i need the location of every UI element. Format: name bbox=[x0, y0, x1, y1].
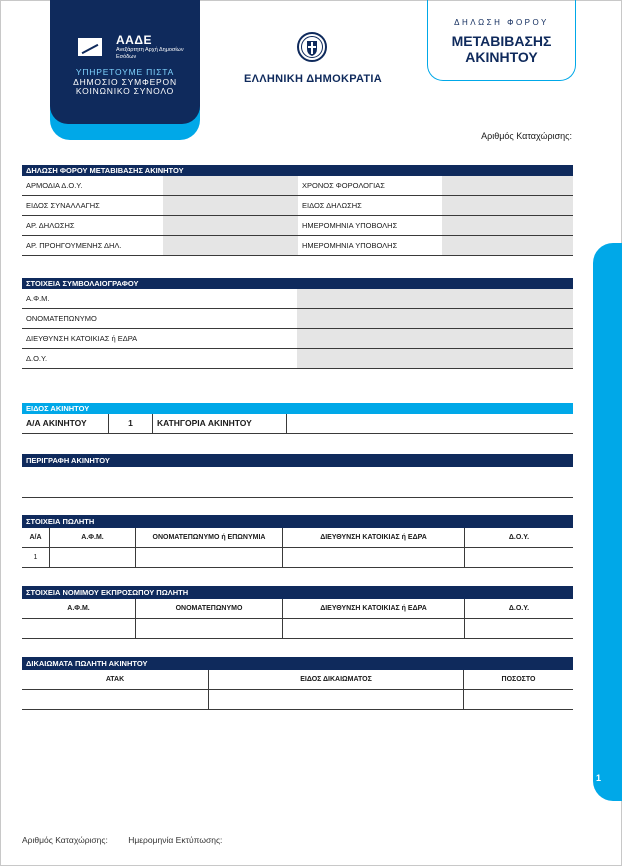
aa-value: 1 bbox=[109, 414, 153, 433]
title-big bbox=[428, 33, 575, 65]
table-header bbox=[22, 528, 573, 548]
column-header: ΠΟΣΟΣΤΟ bbox=[501, 676, 536, 683]
field-value[interactable] bbox=[163, 196, 298, 215]
logo-full-name: Ανεξάρτητη Αρχή Δημοσίων Εσόδων bbox=[116, 47, 184, 60]
form-row bbox=[22, 236, 573, 256]
category-value[interactable] bbox=[287, 414, 573, 433]
field-value[interactable] bbox=[442, 236, 573, 255]
state-name: ΕΛΛΗΝΙΚΗ ΔΗΜΟΚΡΑΤΙΑ bbox=[244, 73, 382, 85]
table-row bbox=[22, 548, 573, 568]
section-title: ΔΗΛΩΣΗ ΦΟΡΟΥ ΜΕΤΑΒΙΒΑΣΗΣ ΑΚΙΝΗΤΟΥ bbox=[22, 165, 573, 176]
column-header: Δ.Ο.Υ. bbox=[508, 605, 530, 612]
table-cell[interactable] bbox=[465, 548, 573, 567]
table-row bbox=[22, 690, 573, 710]
field-value[interactable] bbox=[297, 309, 573, 328]
section-title: ΔΙΚΑΙΩΜΑΤΑ ΠΩΛΗΤΗ ΑΚΙΝΗΤΟΥ bbox=[22, 657, 573, 670]
representative-section bbox=[22, 586, 573, 639]
column-header: Α.Φ.Μ. bbox=[22, 599, 136, 618]
section-title: ΣΤΟΙΧΕΙΑ ΣΥΜΒΟΛΑΙΟΓΡΑΦΟΥ bbox=[22, 278, 573, 289]
column-header: ΔΙΕΥΘΥΝΣΗ ΚΑΤΟΙΚΙΑΣ ή ΕΔΡΑ bbox=[283, 528, 465, 547]
column-header: Α/Α bbox=[22, 528, 50, 547]
table-cell[interactable] bbox=[136, 548, 283, 567]
slogan-line-2: ΔΗΜΟΣΙΟ ΣΥΜΦΕΡΟΝ bbox=[73, 76, 177, 87]
form-row bbox=[22, 196, 573, 216]
table-cell[interactable] bbox=[22, 619, 136, 638]
section-title: ΠΕΡΙΓΡΑΦΗ ΑΚΙΝΗΤΟΥ bbox=[22, 454, 573, 467]
column-header: Α.Φ.Μ. bbox=[50, 528, 136, 547]
form-row bbox=[22, 176, 573, 196]
field-value[interactable] bbox=[297, 329, 573, 348]
table-cell[interactable] bbox=[283, 548, 465, 567]
field-label: Δ.Ο.Υ. bbox=[26, 354, 48, 363]
title-line-2: ΑΚΙΝΗΤΟΥ bbox=[465, 49, 538, 65]
document-title-box bbox=[427, 0, 576, 81]
table-cell[interactable] bbox=[283, 619, 465, 638]
column-header: ΟΝΟΜΑΤΕΠΩΝΥΜΟ ή ΕΠΩΝΥΜΙΑ bbox=[136, 528, 283, 547]
field-value[interactable] bbox=[442, 196, 573, 215]
field-label: ΔΙΕΥΘΥΝΣΗ ΚΑΤΟΙΚΙΑΣ ή ΕΔΡΑ bbox=[26, 334, 138, 343]
slogan-line-3: ΚΟΙΝΩΝΙΚΟ ΣΥΝΟΛΟ bbox=[75, 86, 175, 96]
notary-section bbox=[22, 278, 573, 369]
field-value[interactable] bbox=[163, 216, 298, 235]
table-cell[interactable] bbox=[465, 619, 573, 638]
property-type-section bbox=[22, 403, 573, 434]
aade-mark-icon bbox=[78, 38, 102, 56]
field-label: ΟΝΟΜΑΤΕΠΩΝΥΜΟ bbox=[26, 314, 97, 323]
field-value[interactable] bbox=[297, 349, 573, 368]
section-title: ΣΤΟΙΧΕΙΑ ΠΩΛΗΤΗ bbox=[22, 515, 573, 528]
table-row bbox=[22, 619, 573, 639]
title-small: ΔΗΛΩΣΗ ΦΟΡΟΥ bbox=[454, 18, 549, 27]
field-label: ΗΜΕΡΟΜΗΝΙΑ ΥΠΟΒΟΛΗΣ bbox=[302, 221, 398, 230]
aa-cell: 1 bbox=[22, 548, 50, 567]
table-cell[interactable] bbox=[209, 690, 464, 709]
category-label: ΚΑΤΗΓΟΡΙΑ ΑΚΙΝΗΤΟΥ bbox=[153, 414, 287, 433]
form-row bbox=[22, 216, 573, 236]
section-title: ΕΙΔΟΣ ΑΚΙΝΗΤΟΥ bbox=[22, 403, 573, 414]
table-cell[interactable] bbox=[50, 548, 136, 567]
column-header: ΑΤΑΚ bbox=[22, 670, 209, 689]
table-header bbox=[22, 670, 573, 690]
form-row bbox=[22, 349, 573, 369]
column-header: ΔΙΕΥΘΥΝΣΗ ΚΑΤΟΙΚΙΑΣ ή ΕΔΡΑ bbox=[283, 599, 465, 618]
property-description-section bbox=[22, 454, 573, 498]
field-label: ΧΡΟΝΟΣ ΦΟΡΟΛΟΓΙΑΣ bbox=[302, 181, 385, 190]
field-label: ΑΡ. ΔΗΛΩΣΗΣ bbox=[26, 221, 75, 230]
title-line-1: ΜΕΤΑΒΙΒΑΣΗΣ bbox=[451, 33, 552, 49]
logo-abbreviation: ΑΑΔΕ bbox=[116, 33, 152, 47]
aade-logo bbox=[50, 0, 200, 124]
field-value[interactable] bbox=[297, 289, 573, 308]
field-value[interactable] bbox=[442, 216, 573, 235]
form-row bbox=[22, 329, 573, 349]
field-label: ΑΡ. ΠΡΟΗΓΟΥΜΕΝΗΣ ΔΗΛ. bbox=[26, 241, 122, 250]
footer-print-date-label: Ημερομηνία Εκτύπωσης: bbox=[128, 835, 223, 845]
footer bbox=[22, 835, 240, 845]
field-value[interactable] bbox=[163, 236, 298, 255]
side-tab bbox=[593, 243, 622, 801]
field-label: ΕΙΔΟΣ ΔΗΛΩΣΗΣ bbox=[302, 201, 362, 210]
field-label: ΗΜΕΡΟΜΗΝΙΑ ΥΠΟΒΟΛΗΣ bbox=[302, 241, 398, 250]
seller-section bbox=[22, 515, 573, 568]
table-cell[interactable] bbox=[464, 690, 573, 709]
footer-registration-label: Αριθμός Καταχώρισης: bbox=[22, 835, 108, 845]
page-number: 1 bbox=[596, 773, 602, 783]
declaration-section bbox=[22, 165, 573, 256]
form-row bbox=[22, 414, 573, 434]
field-label: ΕΙΔΟΣ ΣΥΝΑΛΛΑΓΗΣ bbox=[26, 201, 100, 210]
section-title: ΣΤΟΙΧΕΙΑ ΝΟΜΙΜΟΥ ΕΚΠΡΟΣΩΠΟΥ ΠΩΛΗΤΗ bbox=[22, 586, 573, 599]
table-cell[interactable] bbox=[22, 690, 209, 709]
greek-emblem-icon bbox=[296, 31, 328, 63]
description-field[interactable] bbox=[22, 467, 573, 498]
field-value[interactable] bbox=[442, 176, 573, 195]
field-value[interactable] bbox=[163, 176, 298, 195]
field-label: Α.Φ.Μ. bbox=[26, 294, 50, 303]
form-row bbox=[22, 289, 573, 309]
column-header: ΟΝΟΜΑΤΕΠΩΝΥΜΟ bbox=[136, 599, 283, 618]
table-header bbox=[22, 599, 573, 619]
form-row bbox=[22, 309, 573, 329]
column-header: ΕΙΔΟΣ ΔΙΚΑΙΩΜΑΤΟΣ bbox=[209, 670, 464, 689]
logo-slogan bbox=[50, 68, 200, 97]
aa-label: Α/Α ΑΚΙΝΗΤΟΥ bbox=[22, 414, 109, 433]
column-header: Δ.Ο.Υ. bbox=[508, 534, 530, 541]
registration-number-label: Αριθμός Καταχώρισης: bbox=[481, 131, 572, 141]
rights-section bbox=[22, 657, 573, 710]
slogan-line-1: ΥΠΗΡΕΤΟΥΜΕ ΠΙΣΤΑ bbox=[75, 67, 175, 77]
field-label: ΑΡΜΟΔΙΑ Δ.Ο.Υ. bbox=[26, 181, 83, 190]
table-cell[interactable] bbox=[136, 619, 283, 638]
